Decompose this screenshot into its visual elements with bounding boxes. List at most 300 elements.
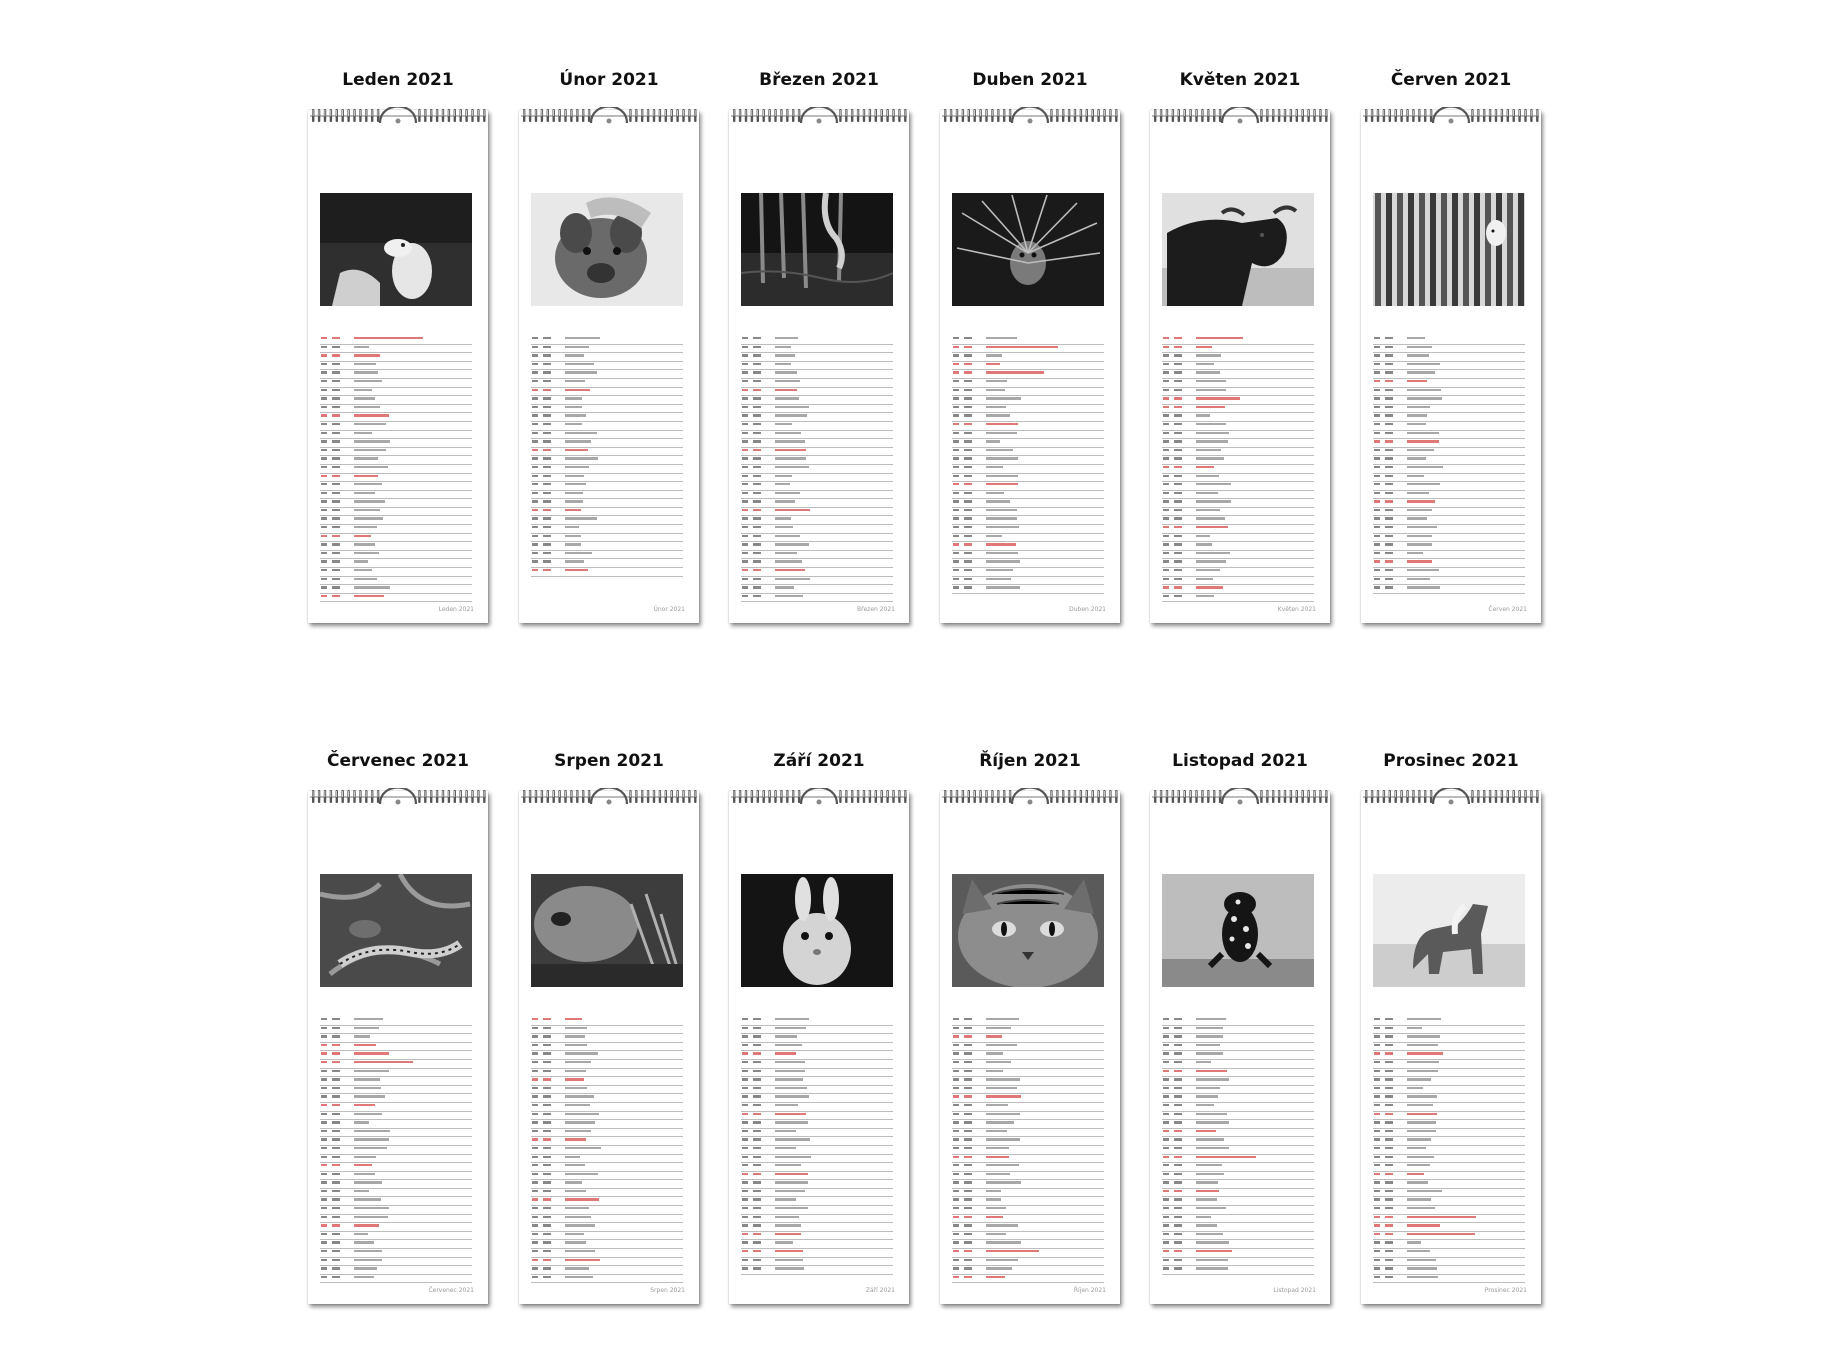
day-number [543, 1164, 551, 1166]
weekday-abbr [742, 1070, 748, 1072]
day-row [1373, 422, 1525, 431]
name-day [565, 1070, 586, 1072]
weekday-abbr [742, 1190, 748, 1192]
day-row [1162, 1266, 1314, 1275]
name-day [354, 1259, 382, 1261]
day-row [952, 1077, 1104, 1086]
day-row [531, 1240, 683, 1249]
day-number [1174, 1095, 1182, 1097]
day-number [964, 1095, 972, 1097]
name-day [354, 1181, 382, 1183]
weekday-abbr [1374, 1198, 1380, 1200]
weekday-abbr [1163, 1233, 1169, 1235]
name-day [986, 543, 1016, 545]
name-day [1196, 1147, 1229, 1149]
name-day [354, 1156, 376, 1158]
day-row [320, 345, 472, 354]
day-number [1385, 1241, 1393, 1243]
day-row [1373, 1240, 1525, 1249]
day-number [332, 1044, 340, 1046]
name-day [775, 346, 791, 348]
name-day [565, 1233, 584, 1235]
name-day [354, 1147, 387, 1149]
day-number [753, 1078, 761, 1080]
name-day [775, 526, 793, 528]
day-row [1162, 1077, 1314, 1086]
weekday-abbr [1374, 1113, 1380, 1115]
weekday-abbr [321, 1044, 327, 1046]
day-number [1385, 354, 1393, 356]
day-row [531, 1069, 683, 1078]
name-day [565, 1078, 584, 1080]
day-number [753, 1216, 761, 1218]
weekday-abbr [1163, 1104, 1169, 1106]
day-number [964, 552, 972, 554]
day-row [531, 1077, 683, 1086]
day-row [320, 465, 472, 474]
weekday-abbr [1163, 475, 1169, 477]
day-number [1174, 371, 1182, 373]
day-row [320, 525, 472, 534]
weekday-abbr [1163, 414, 1169, 416]
day-row [741, 413, 893, 422]
name-day [565, 449, 588, 451]
day-row [1162, 345, 1314, 354]
weekday-abbr [532, 1078, 538, 1080]
day-row [741, 1155, 893, 1164]
day-row [952, 422, 1104, 431]
spiral-binding-icon [1361, 107, 1541, 123]
name-day [354, 1104, 375, 1106]
day-row [1373, 465, 1525, 474]
day-row [1373, 1206, 1525, 1215]
weekday-abbr [953, 1241, 959, 1243]
day-number [1385, 1035, 1393, 1037]
day-number [964, 389, 972, 391]
weekday-abbr [742, 526, 748, 528]
day-number [543, 1181, 551, 1183]
calendar-page [1150, 110, 1330, 623]
day-list [1373, 1017, 1525, 1283]
weekday-abbr [321, 1173, 327, 1175]
name-day [1196, 1138, 1224, 1140]
name-day [986, 1061, 1011, 1063]
name-day [775, 569, 805, 571]
weekday-abbr [742, 457, 748, 459]
day-number [753, 466, 761, 468]
name-day [1196, 423, 1226, 425]
name-day [565, 1044, 587, 1046]
weekday-abbr [1374, 1267, 1380, 1269]
day-row [531, 413, 683, 422]
day-number [1174, 517, 1182, 519]
day-row [320, 568, 472, 577]
day-number [543, 414, 551, 416]
weekday-abbr [1374, 586, 1380, 588]
name-day [775, 1259, 803, 1261]
name-day [565, 354, 584, 356]
calendar-month-title: Červenec 2021 [327, 751, 469, 771]
weekday-abbr [953, 1164, 959, 1166]
weekday-abbr [321, 363, 327, 365]
day-row [741, 439, 893, 448]
day-row [1162, 1146, 1314, 1155]
weekday-abbr [1163, 1164, 1169, 1166]
day-number [1174, 1164, 1182, 1166]
page-footer-month: Červenec 2021 [428, 1287, 474, 1294]
weekday-abbr [321, 354, 327, 356]
day-number [543, 1095, 551, 1097]
day-number [543, 363, 551, 365]
weekday-abbr [1163, 363, 1169, 365]
day-number [753, 406, 761, 408]
day-number [964, 1061, 972, 1063]
day-number [543, 457, 551, 459]
day-row [1373, 1094, 1525, 1103]
day-number [964, 371, 972, 373]
name-day [986, 371, 1044, 373]
day-row [741, 491, 893, 500]
day-number [753, 371, 761, 373]
day-row [741, 353, 893, 362]
weekday-abbr [953, 578, 959, 580]
day-row [741, 1077, 893, 1086]
day-number [964, 1190, 972, 1192]
day-row [531, 422, 683, 431]
name-day [775, 586, 794, 588]
day-number [964, 569, 972, 571]
day-row [1373, 1172, 1525, 1181]
weekday-abbr [1374, 1276, 1380, 1278]
name-day [565, 380, 585, 382]
day-list [741, 336, 893, 602]
name-day [775, 380, 800, 382]
day-number [1385, 1181, 1393, 1183]
name-day [775, 432, 801, 434]
day-row [320, 388, 472, 397]
name-day [354, 475, 378, 477]
weekday-abbr [1374, 475, 1380, 477]
day-row [320, 474, 472, 483]
weekday-abbr [953, 500, 959, 502]
weekday-abbr [1374, 414, 1380, 416]
day-row [531, 1223, 683, 1232]
name-day [1407, 552, 1423, 554]
day-number [1174, 1267, 1182, 1269]
day-number [1385, 414, 1393, 416]
weekday-abbr [953, 440, 959, 442]
day-number [543, 1267, 551, 1269]
weekday-abbr [1163, 1198, 1169, 1200]
weekday-abbr [532, 1130, 538, 1132]
day-row [741, 1232, 893, 1241]
name-day [986, 1267, 1012, 1269]
day-number [753, 1130, 761, 1132]
day-number [1385, 380, 1393, 382]
day-number [1174, 440, 1182, 442]
day-row [741, 1086, 893, 1095]
day-row [1373, 345, 1525, 354]
name-day [775, 1070, 805, 1072]
weekday-abbr [1163, 569, 1169, 571]
name-day [565, 552, 592, 554]
weekday-abbr [1163, 483, 1169, 485]
day-number [1385, 346, 1393, 348]
name-day [986, 380, 1007, 382]
day-row [320, 1146, 472, 1155]
name-day [1407, 560, 1432, 562]
day-number [1174, 1078, 1182, 1080]
weekday-abbr [953, 552, 959, 554]
weekday-abbr [532, 517, 538, 519]
name-day [1407, 1190, 1442, 1192]
day-row [1373, 1051, 1525, 1060]
weekday-abbr [742, 578, 748, 580]
name-day [1196, 517, 1225, 519]
name-day [1407, 423, 1426, 425]
name-day [354, 1241, 374, 1243]
day-number [1385, 1156, 1393, 1158]
day-row [531, 1197, 683, 1206]
day-number [543, 517, 551, 519]
day-row [952, 465, 1104, 474]
calendar-month-title: Leden 2021 [342, 70, 454, 90]
day-number [1385, 586, 1393, 588]
day-number [543, 526, 551, 528]
day-row [531, 1017, 683, 1026]
day-number [753, 1095, 761, 1097]
day-row [1373, 336, 1525, 345]
weekday-abbr [1163, 535, 1169, 537]
name-day [1407, 337, 1425, 339]
day-row [531, 1266, 683, 1275]
day-number [753, 380, 761, 382]
day-number [332, 414, 340, 416]
day-number [964, 1121, 972, 1123]
name-day [354, 457, 378, 459]
name-day [1407, 1130, 1436, 1132]
day-number [543, 1250, 551, 1252]
day-number [1385, 1044, 1393, 1046]
name-day [1196, 1027, 1223, 1029]
day-number [1385, 492, 1393, 494]
name-day [354, 1190, 369, 1192]
day-row [1373, 1266, 1525, 1275]
name-day [986, 492, 1004, 494]
cat-photo [952, 874, 1104, 987]
weekday-abbr [321, 1078, 327, 1080]
day-number [964, 1241, 972, 1243]
weekday-abbr [532, 1259, 538, 1261]
day-number [543, 1121, 551, 1123]
day-number [753, 1250, 761, 1252]
weekday-abbr [321, 492, 327, 494]
weekday-abbr [742, 406, 748, 408]
day-number [964, 1207, 972, 1209]
day-number [1385, 1207, 1393, 1209]
name-day [565, 1018, 582, 1020]
day-row [741, 1215, 893, 1224]
day-number [964, 1104, 972, 1106]
weekday-abbr [1374, 578, 1380, 580]
day-number [332, 595, 340, 597]
day-number [1385, 1147, 1393, 1149]
weekday-abbr [1163, 1052, 1169, 1054]
name-day [986, 1121, 1014, 1123]
name-day [986, 449, 1013, 451]
day-number [1174, 1121, 1182, 1123]
name-day [565, 492, 583, 494]
day-number [1174, 363, 1182, 365]
weekday-abbr [953, 1070, 959, 1072]
day-row [531, 482, 683, 491]
weekday-abbr [742, 1147, 748, 1149]
day-number [543, 1259, 551, 1261]
day-row [741, 431, 893, 440]
day-row [1162, 413, 1314, 422]
day-row [320, 1026, 472, 1035]
day-row [741, 568, 893, 577]
day-number [964, 1078, 972, 1080]
name-day [1407, 1078, 1431, 1080]
name-day [1407, 1138, 1431, 1140]
day-number [332, 389, 340, 391]
weekday-abbr [1163, 1044, 1169, 1046]
name-day [1407, 1224, 1440, 1226]
name-day [354, 1052, 389, 1054]
name-day [775, 1027, 806, 1029]
day-row [531, 431, 683, 440]
day-row [1162, 362, 1314, 371]
weekday-abbr [953, 1044, 959, 1046]
name-day [354, 1061, 413, 1063]
day-row [952, 482, 1104, 491]
name-day [986, 406, 1006, 408]
day-row [531, 1206, 683, 1215]
day-row [320, 508, 472, 517]
day-row [741, 1206, 893, 1215]
day-row [952, 1051, 1104, 1060]
name-day [1196, 466, 1214, 468]
name-day [986, 466, 1003, 468]
name-day [354, 500, 385, 502]
weekday-abbr [321, 1164, 327, 1166]
day-row [1162, 551, 1314, 560]
day-row [1162, 1180, 1314, 1189]
name-day [565, 517, 597, 519]
weekday-abbr [953, 526, 959, 528]
name-day [565, 1207, 589, 1209]
day-row [320, 1172, 472, 1181]
day-row [320, 491, 472, 500]
day-row [320, 370, 472, 379]
name-day [565, 1250, 595, 1252]
page-footer-month: Březen 2021 [857, 606, 895, 613]
name-day [565, 535, 581, 537]
weekday-abbr [1163, 337, 1169, 339]
day-row [1162, 1086, 1314, 1095]
weekday-abbr [742, 535, 748, 537]
day-number [1174, 509, 1182, 511]
day-row [1162, 1155, 1314, 1164]
name-day [1407, 397, 1442, 399]
weekday-abbr [321, 449, 327, 451]
day-row [320, 1129, 472, 1138]
day-row [741, 370, 893, 379]
day-row [320, 1060, 472, 1069]
day-row [1373, 1017, 1525, 1026]
day-number [332, 586, 340, 588]
day-number [964, 1276, 972, 1278]
day-number [964, 1035, 972, 1037]
name-day [565, 483, 586, 485]
day-number [1174, 526, 1182, 528]
weekday-abbr [742, 1164, 748, 1166]
day-number [964, 457, 972, 459]
name-day [565, 1035, 585, 1037]
name-day [1196, 414, 1210, 416]
day-number [543, 1070, 551, 1072]
weekday-abbr [742, 1224, 748, 1226]
name-day [986, 1156, 1009, 1158]
day-number [1385, 578, 1393, 580]
weekday-abbr [742, 1018, 748, 1020]
name-day [986, 1138, 1020, 1140]
name-day [565, 1190, 586, 1192]
weekday-abbr [1163, 1216, 1169, 1218]
day-number [1174, 1138, 1182, 1140]
name-day [775, 509, 810, 511]
name-day [354, 1233, 368, 1235]
day-row [531, 534, 683, 543]
day-row [1373, 1069, 1525, 1078]
day-number [1174, 1233, 1182, 1235]
page-footer-month: Leden 2021 [438, 606, 474, 613]
day-number [1385, 1104, 1393, 1106]
name-day [354, 449, 386, 451]
name-day [1407, 432, 1439, 434]
name-day [986, 560, 1020, 562]
weekday-abbr [742, 1156, 748, 1158]
day-row [1373, 577, 1525, 586]
day-row [531, 1180, 683, 1189]
name-day [775, 1216, 799, 1218]
day-number [1385, 363, 1393, 365]
weekday-abbr [742, 1087, 748, 1089]
name-day [354, 371, 378, 373]
day-row [952, 1232, 1104, 1241]
day-row [741, 508, 893, 517]
day-number [753, 1044, 761, 1046]
day-row [1162, 516, 1314, 525]
calendar-page [308, 110, 488, 623]
name-day [986, 1113, 1020, 1115]
day-number [1174, 1156, 1182, 1158]
day-row [1373, 1232, 1525, 1241]
day-row [1162, 431, 1314, 440]
name-day [775, 354, 795, 356]
day-row [741, 534, 893, 543]
day-row [741, 1043, 893, 1052]
name-day [775, 1267, 804, 1269]
day-row [320, 585, 472, 594]
weekday-abbr [532, 1138, 538, 1140]
day-row [531, 1103, 683, 1112]
weekday-abbr [321, 414, 327, 416]
name-day [1407, 1061, 1439, 1063]
name-day [986, 509, 1017, 511]
day-row [741, 1258, 893, 1267]
